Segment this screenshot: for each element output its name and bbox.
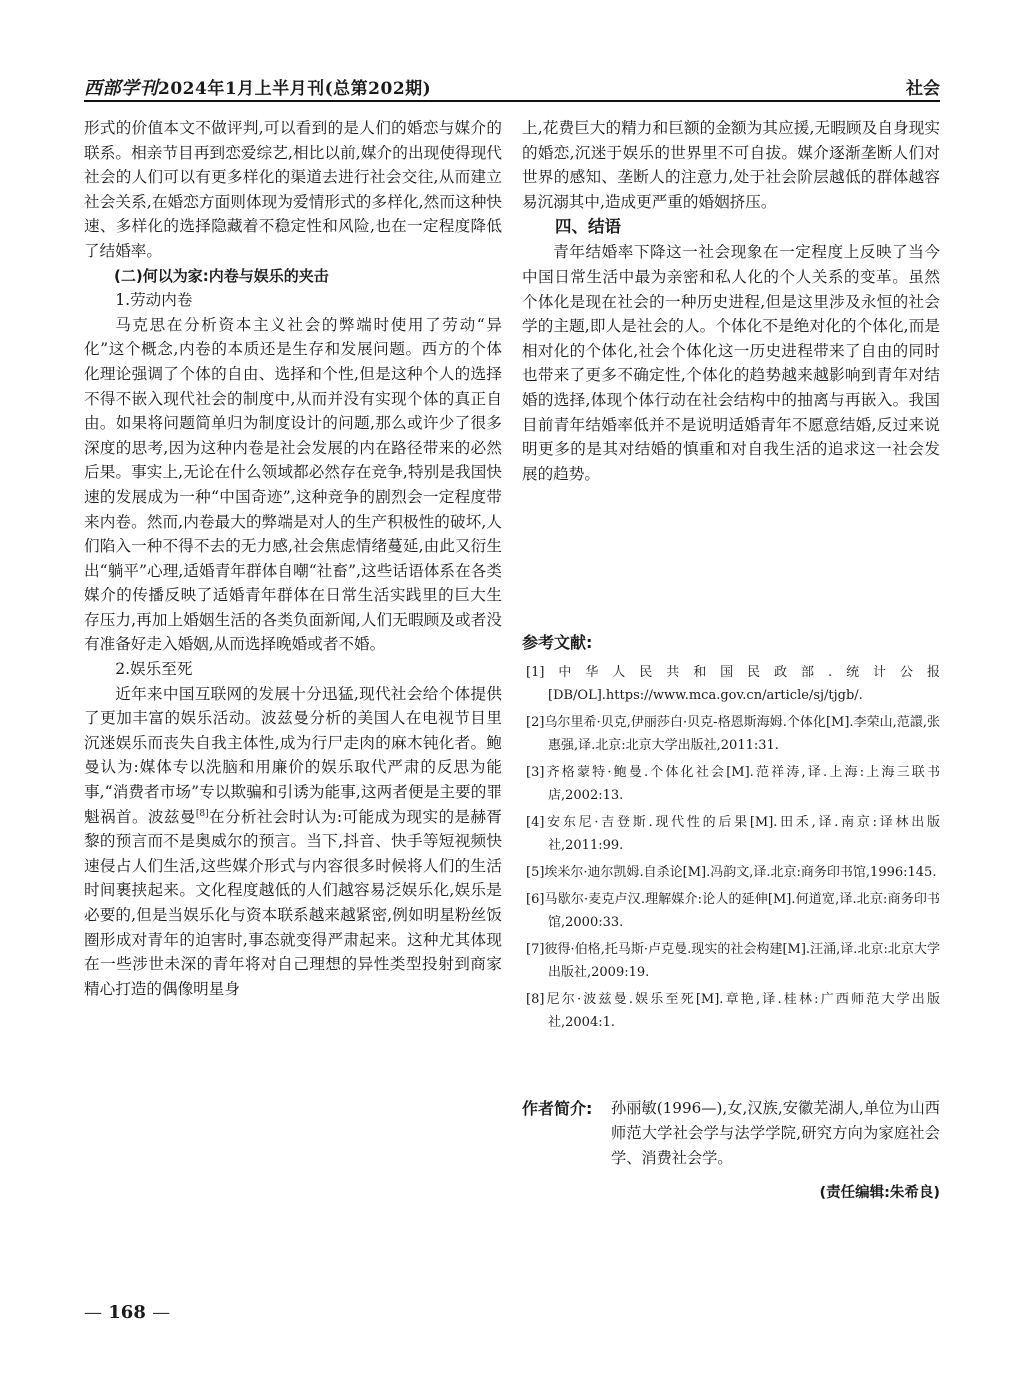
section-heading: 四、结语 [555, 217, 621, 237]
reference-item: [1]中华人民共和国民政部.统计公报[DB/OL].https://www.mca.gov.cn/article/sj/tjgb/. [526, 665, 940, 703]
paragraph-text: 近年来中国互联网的发展十分迅猛,现代社会给个体提供了更加丰富的娱乐活动。波兹曼分析的美国人在电视节目里沉迷娱乐而丧失自我主体性,成为行尸走肉的麻木钝化者。鲍曼认为:媒体专以洗脑和用廉价的娱乐取代严肃的反思为能事,“消费者市场”专以欺骗和引诱为能事,这两者便是主要的罪魁祸首。波兹曼 [84, 684, 502, 826]
paragraph: 马克思在分析资本主义社会的弊端时使用了劳动“异化”这个概念,内卷的本质还是生存和发展问题。西方的个体化理论强调了个体的自由、选择和个性,但是这种个人的选择不得不嵌入现代社会的制度中,从而并没有实现个体的真正自由。如果将问题简单归为制度设计的问题,那么或许少了很多深度的思考,因为这种内卷是社会发展的内在路径带来的必然后果。事实上,无论在什么领域都必然存在竞争,特别是我国快速的发展成为一种“中国奇迹”,这种竞争的剧烈会一定程度带来内卷。然而,内卷最大的弊端是对人的生产积极性的破坏,人们陷入一种不得不去的无力感,社会焦虑情绪蔓延,由此又衍生出“躺平”心理,适婚青年群体自嘲“社畜”,这些话语体系在各类媒介的传播反映了适婚青年群体在日常生活实践里的巨大生存压力,再加上婚姻生活的各类负面新闻,人们无暇顾及或者没有准备好走入婚姻,从而选择晚婚或者不婚。 [84, 315, 502, 654]
reference-item: [3]齐格蒙特·鲍曼.个体化社会[M].范祥涛,译.上海:上海三联书店,2002:13. [526, 765, 940, 803]
paragraph: 上,花费巨大的精力和巨额的金额为其应援,无暇顾及自身现实的婚恋,沉迷于娱乐的世界里不可自拔。媒介逐渐垄断人们对世界的感知、垄断人的注意力,处于社会阶层越低的群体越容易沉溺其中,造成更严重的婚姻挤压。 [522, 119, 940, 211]
reference-item: [7]彼得·伯格,托马斯·卢克曼.现实的社会构建[M].汪涌,译.北京:北京大学出版社,2009:19. [526, 942, 940, 980]
paragraph: 青年结婚率下降这一社会现象在一定程度上反映了当今中国日常生活中最为亲密和私人化的个人关系的变革。虽然个体化是现在社会的一种历史进程,但是这里涉及永恒的社会学的主题,即人是社会的人。个体化不是绝对化的个体化,而是相对化的个体化,社会个体化这一历史进程带来了自由的同时也带来了更多不确定性,个体化的趋势越来越影响到青年对结婚的选择,体现个体行动在社会结构中的抽离与再嵌入。我国目前青年结婚率低并不是说明适婚青年不愿意结婚,反过来说明更多的是其对结婚的慎重和对自我生活的追求这一社会发展的趋势。 [522, 243, 940, 483]
author-bio-text: 孙丽敏(1996—),女,汉族,安徽芜湖人,单位为山西师范大学社会学与法学学院,研究方向为家庭社会学、消费社会学。 [611, 1099, 940, 1167]
author-bio [522, 1096, 940, 1171]
subsection-heading: (二)何以为家:内卷与娱乐的夹击 [114, 266, 329, 285]
paragraph-text: 在分析社会时认为:可能成为现实的是赫胥黎的预言而不是奥威尔的预言。当下,抖音、快手等短视频快速侵占人们生活,这些媒介形式与内容很多时候将人们的生活时间裹挟起来。文化程度越低的人们越容易泛娱乐化,娱乐是必要的,但是当娱乐化与资本联系越来越紧密,例如明星粉丝饭圈形成对青年的迫害时,事态就变得严肃起来。这种尤其体现在一些涉世未深的青年将对自己理想的异性类型投射到商家精心打造的偶像明星身 [84, 807, 502, 998]
reference-item: [6]马歇尔·麦克卢汉.理解媒介:论人的延伸[M].何道宽,译.北京:商务印书馆,2000:33. [526, 892, 940, 930]
responsible-editor: (责任编辑:朱希良) [819, 1185, 940, 1201]
reference-item: [2]乌尔里希·贝克,伊丽莎白·贝克-格恩斯海姆.个体化[M].李荣山,范譞,张惠强,译.北京:北京大学出版社,2011:31. [526, 715, 940, 753]
page-number-value: 168 [108, 1302, 146, 1323]
running-header [84, 68, 940, 102]
author-bio-label: 作者简介: [522, 1099, 593, 1118]
right-column [522, 116, 940, 486]
subsubsection-heading: 2.娱乐至死 [115, 660, 193, 679]
references [522, 630, 940, 1038]
section-label: 社会 [906, 79, 940, 99]
left-column [84, 116, 502, 1246]
issue-label: 2024年1月上半月刊(总第202期) [158, 79, 432, 99]
reference-item: [8]尼尔·波兹曼.娱乐至死[M].章艳,译.桂林:广西师范大学出版社,2004:1. [526, 992, 940, 1030]
page-dash-left: — [84, 1302, 102, 1323]
paragraph [84, 682, 502, 1002]
citation-ref[interactable]: [8] [195, 808, 209, 819]
journal-issue-line [84, 74, 431, 100]
page-dash-right: — [152, 1302, 171, 1323]
paragraph: 形式的价值本文不做评判,可以看到的是人们的婚恋与媒介的联系。相亲节目再到恋爱综艺,相比以前,媒介的出现使得现代社会的人们可以有更多样化的渠道去进行社会交往,从而建立社会关系,在婚恋方面则体现为爱情形式的多样化,然而这种快速、多样化的选择隐藏着不稳定性和风险,也在一定程度降低了结婚率。 [84, 119, 502, 260]
journal-logo: 西部学刊 [84, 78, 158, 99]
reference-item: [4]安东尼·吉登斯.现代性的后果[M].田禾,译.南京:译林出版社,2011:99. [526, 815, 940, 853]
header-rule [84, 100, 940, 102]
references-title: 参考文献: [522, 633, 593, 652]
subsubsection-heading: 1.劳动内卷 [115, 291, 193, 310]
page-number [84, 1302, 170, 1323]
reference-item: [5]埃米尔·迪尔凯姆.自杀论[M].冯韵文,译.北京:商务印书馆,1996:145. [526, 865, 937, 880]
